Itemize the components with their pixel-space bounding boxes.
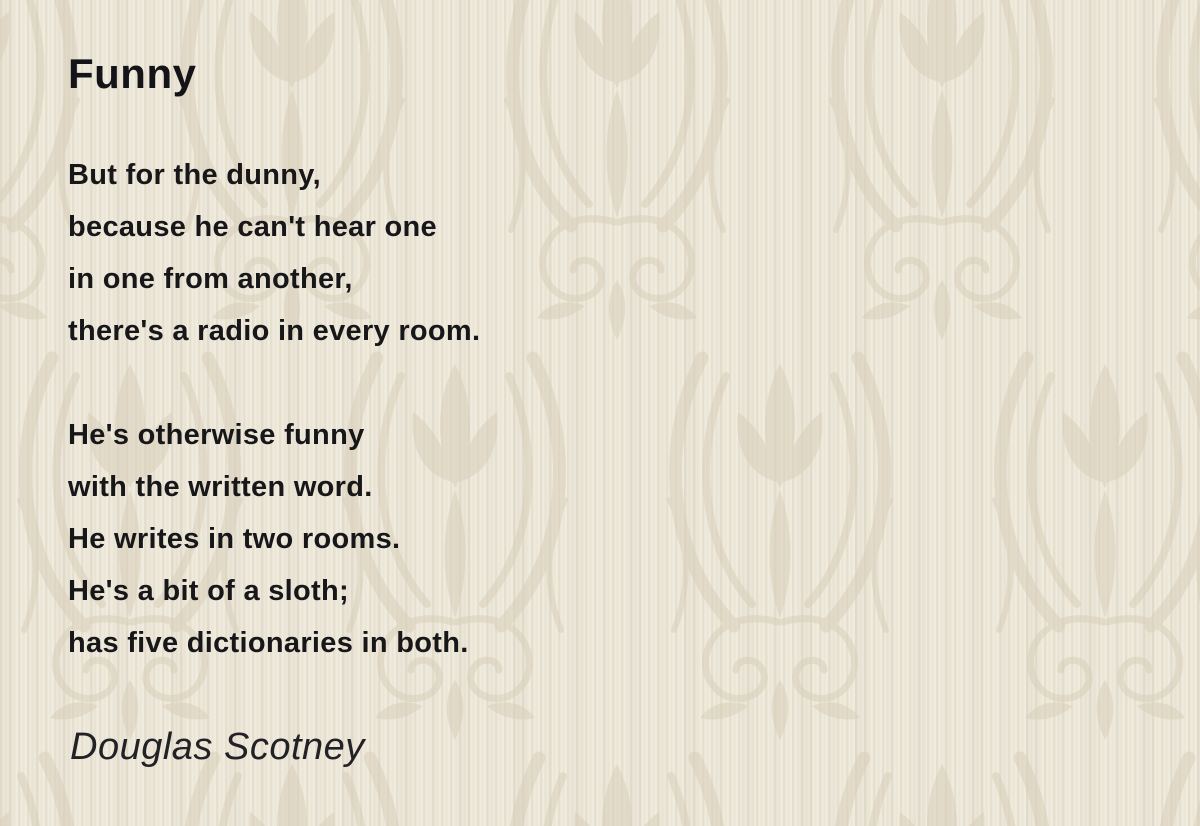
poem-author: Douglas Scotney	[70, 726, 365, 768]
poem-line: in one from another,	[68, 263, 353, 295]
poem-line: He's otherwise funny	[68, 419, 365, 451]
poem-line: But for the dunny,	[68, 159, 321, 191]
poem-body	[68, 149, 708, 721]
stanza-1	[68, 149, 708, 357]
poem-line: He's a bit of a sloth;	[68, 575, 349, 607]
poem-line: has five dictionaries in both.	[68, 627, 469, 659]
poem-line: He writes in two rooms.	[68, 523, 401, 555]
poem-title: Funny	[68, 50, 197, 97]
poem-line: with the written word.	[68, 471, 373, 503]
stanza-2	[68, 409, 708, 669]
poem-line: because he can't hear one	[68, 211, 437, 243]
poem-line: there's a radio in every room.	[68, 315, 481, 347]
